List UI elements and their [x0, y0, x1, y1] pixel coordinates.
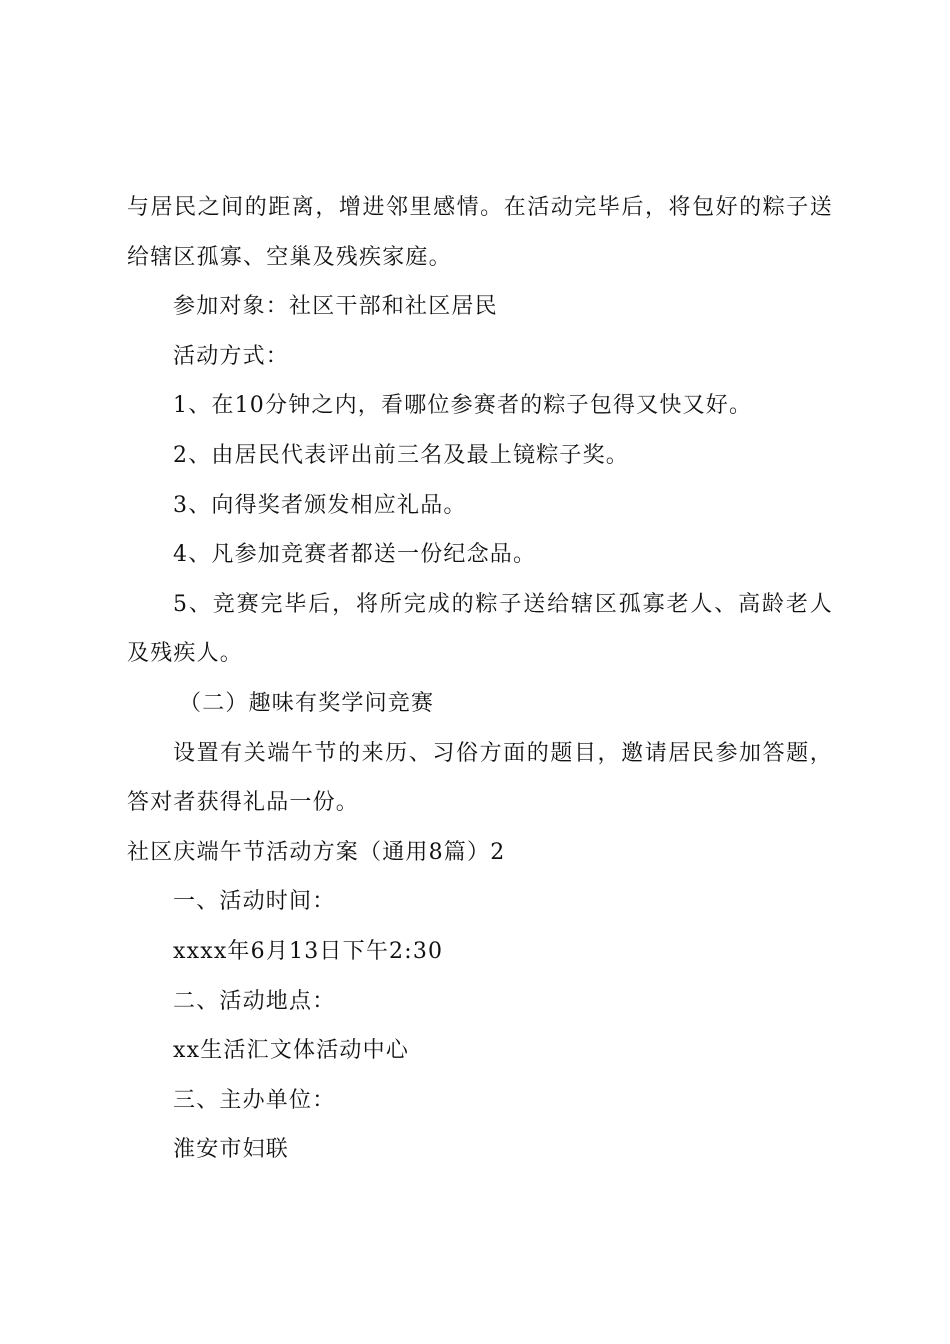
heading-activity-location: 二、活动地点：: [173, 988, 336, 1014]
paragraph-participants: 参加对象：社区干部和社区居民: [173, 294, 498, 320]
paragraph-continuation: 与居民之间的距离，增进邻里感情。在活动完毕后，将包好的粽子送给辖区孤寡、空巢及残疾家庭。: [127, 195, 833, 270]
document-section-title: 社区庆端午节活动方案（通用8篇）2: [127, 839, 506, 865]
value-activity-time: xxxx年6月13日下午2:30: [173, 938, 444, 964]
value-organizer: 淮安市妇联: [173, 1137, 290, 1163]
value-activity-location: xx生活汇文体活动中心: [173, 1038, 410, 1064]
paragraph-quiz-description: 设置有关端午节的来历、习俗方面的题目，邀请居民参加答题，答对者获得礼品一份。: [127, 740, 833, 816]
list-item-4: 4、凡参加竞赛者都送一份纪念品。: [173, 542, 537, 568]
list-item-1: 1、在10分钟之内，看哪位参赛者的粽子包得又快又好。: [173, 393, 753, 419]
heading-organizer: 三、主办单位：: [173, 1087, 336, 1113]
list-item-2: 2、由居民代表评出前三名及最上镜粽子奖。: [173, 442, 629, 468]
heading-activity-time: 一、活动时间：: [173, 889, 336, 915]
section-heading-quiz: （二）趣味有奖学问竞赛: [179, 690, 435, 716]
list-item-3: 3、向得奖者颁发相应礼品。: [173, 492, 467, 518]
paragraph-activity-method: 活动方式：: [173, 343, 290, 369]
document-body: [127, 183, 833, 1175]
list-item-5: 5、竞赛完毕后，将所完成的粽子送给辖区孤寡老人、高龄老人及残疾人。: [127, 591, 833, 667]
